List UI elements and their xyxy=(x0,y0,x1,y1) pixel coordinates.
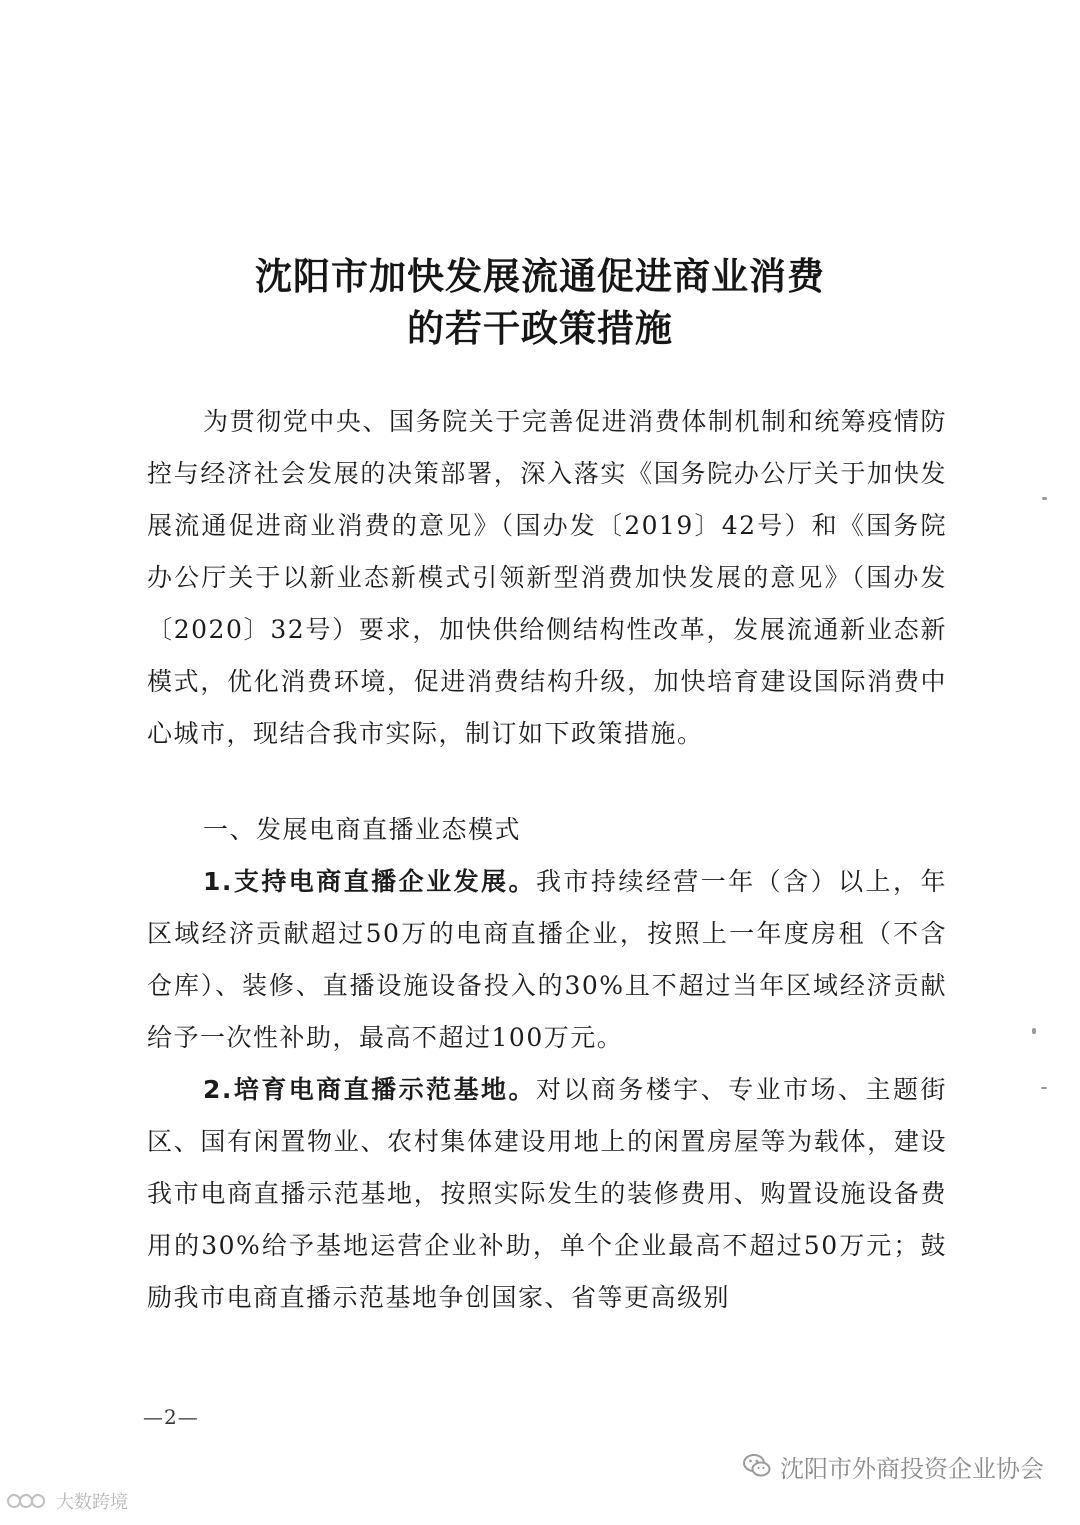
item1-text: 我市持续经营一年（含）以上，年区域经济贡献超过50万的电商直播企业，按照上一年度房租（不含仓库）、装修、直播设施设备投入的30%且不超过当年区域经济贡献给予一次性补助，最高不超过100万元。 xyxy=(147,867,947,1052)
section1-heading-text: 一、发展电商直播业态模式 xyxy=(203,815,522,844)
watermark-association-text: 沈阳市外商投资企业协会 xyxy=(780,1454,1044,1483)
item2-text: 对以商务楼宇、专业市场、主题街区、国有闲置物业、农村集体建设用地上的闲置房屋等为载体，建设我市电商直播示范基地，按照实际发生的装修费用、购置设施设备费用的30%给予基地运营企业补助，单个企业最高不超过50万元；鼓励我市电商直播示范基地争创国家、省等更高级别 xyxy=(147,1075,947,1312)
document-title-line2: 的若干政策措施 xyxy=(407,307,673,350)
page-number: —2— xyxy=(143,1405,199,1429)
item2-paragraph xyxy=(147,1064,947,1324)
watermark-association xyxy=(742,1449,1044,1483)
scan-speck xyxy=(1041,1087,1047,1089)
intro-text: 为贯彻党中央、国务院关于完善促进消费体制机制和统筹疫情防控与经济社会发展的决策部署，深入落实《国务院办公厅关于加快发展流通促进商业消费的意见》（国办发〔2019〕42号）和《国务院办公厅关于以新业态新模式引领新型消费加快发展的意见》（国办发〔2020〕32号）要求，加快供给侧结构性改革，发展流通新业态新模式，优化消费环境，促进消费结构升级，加快培育建设国际消费中心城市，现结合我市实际，制订如下政策措施。 xyxy=(147,407,947,748)
item1-title: 1.支持电商直播企业发展。 xyxy=(203,867,536,896)
scan-speck xyxy=(1032,1028,1036,1034)
watermark-brand xyxy=(6,1489,128,1513)
item1-content xyxy=(147,856,947,1064)
item1-paragraph xyxy=(147,856,947,1064)
intro-paragraph xyxy=(147,396,947,760)
scan-speck xyxy=(1042,497,1047,500)
item2-title: 2.培育电商直播示范基地。 xyxy=(203,1075,536,1104)
document-title-line1: 沈阳市加快发展流通促进商业消费 xyxy=(255,255,825,298)
watermark-brand-text: 大数跨境 xyxy=(56,1492,128,1513)
section1-heading xyxy=(147,804,947,856)
wechat-icon xyxy=(742,1451,772,1481)
brand-logo-icon xyxy=(6,1491,52,1511)
item2-content xyxy=(147,1064,947,1324)
